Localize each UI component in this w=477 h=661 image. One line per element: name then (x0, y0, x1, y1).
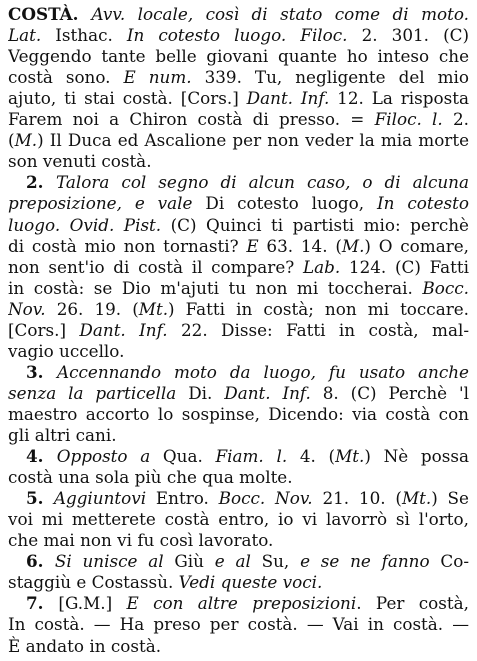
text-line (8, 277, 469, 299)
text-segment: Veggendo tante belle giovani quante ho inteso che (8, 46, 469, 67)
text-segment: . Per costà, (356, 593, 469, 614)
text-segment: 12. La risposta (337, 88, 469, 109)
text-segment: di costà mio non tornasti? (8, 235, 247, 256)
italic-text: Opposto a (56, 446, 163, 467)
text-segment: 26. 19. ( (56, 298, 139, 319)
italic-text: e al (214, 551, 262, 572)
sense-number: 7. (26, 593, 59, 614)
text-segment: in costà: se Dio m'ajuti tu non mi toccherai. (8, 277, 423, 298)
text-segment: staggiù e Costassù. (8, 572, 179, 593)
sense-number: 6. (26, 551, 55, 572)
italic-text: e se ne fanno (300, 551, 441, 572)
text-segment: Di. (188, 382, 225, 403)
text-line (8, 403, 469, 425)
text-segment: ) O comare, (364, 235, 469, 256)
italic-text: In cotesto (377, 193, 469, 214)
text-segment: ) Se (431, 488, 469, 509)
text-line (26, 171, 469, 193)
italic-text: E num. (123, 67, 205, 88)
sense-number: COSTÀ. (8, 4, 92, 24)
sense-number: 4. (26, 446, 57, 467)
text-line (8, 66, 469, 88)
text-line (8, 256, 469, 278)
text-line (8, 3, 469, 25)
text-segment: 21. 10. ( (322, 488, 402, 509)
italic-text: M. (341, 235, 365, 256)
sense-number: 2. (26, 172, 57, 193)
italic-text: Mt. (335, 446, 365, 467)
text-line (26, 361, 469, 383)
italic-text: Mt. (138, 298, 169, 319)
text-line (8, 45, 469, 67)
text-segment: 2. (452, 109, 469, 130)
italic-text: Fiam. l. (215, 446, 300, 467)
text-line (8, 214, 469, 236)
text-line (26, 487, 469, 509)
text-segment: 2. 301. (C) (361, 25, 469, 46)
italic-text: Lab. (302, 256, 349, 277)
text-line (8, 192, 469, 214)
text-line (8, 571, 469, 593)
text-segment: costà una sola più che qua molte. (8, 467, 293, 488)
text-segment: [G.M.] (58, 593, 127, 614)
text-segment: Su, (261, 551, 301, 572)
text-segment: (C) Quinci ti partisti mio: perchè (170, 214, 469, 235)
text-segment: Farem noi a Chiron costà di presso. = (8, 109, 375, 130)
text-segment: gli altri cani. (8, 425, 117, 445)
italic-text: Lat. (8, 25, 56, 46)
italic-text: Mt. (401, 488, 432, 509)
text-line (8, 529, 469, 551)
italic-text: luogo. Ovid. Pist. (8, 214, 171, 235)
text-line (26, 592, 469, 614)
text-segment: ( (8, 130, 15, 151)
text-line (26, 550, 469, 572)
italic-text: In cotesto luogo. Filoc. (126, 25, 362, 46)
italic-text: Vedi queste voci. (178, 572, 323, 593)
text-segment: Co- (440, 551, 469, 572)
italic-text: Talora col segno di alcun caso, o di alcuna (56, 172, 469, 193)
text-line (8, 613, 469, 635)
text-line (8, 24, 469, 46)
italic-text: E con altre preposizioni (126, 593, 357, 614)
text-segment: maestro accorto lo sospinse, Dicendo: via costà con (8, 403, 469, 424)
italic-text: E (246, 235, 267, 256)
text-line (8, 466, 469, 488)
italic-text: Bocc. (422, 277, 469, 298)
text-segment: [Cors.] (8, 319, 80, 340)
text-segment: 22. Disse: Fatti in costà, mal- (180, 319, 469, 340)
italic-text: Dant. Inf. (79, 319, 181, 340)
text-segment: vagio uccello. (8, 340, 125, 361)
text-line (8, 108, 469, 130)
text-line (26, 445, 469, 467)
text-line (8, 235, 469, 257)
text-segment: costà sono. (8, 67, 124, 88)
text-segment: Giù (174, 551, 215, 572)
italic-text: preposizione, e vale (8, 193, 206, 214)
text-line (8, 340, 469, 362)
text-segment: ajuto, ti stai costà. [Cors.] (8, 88, 247, 109)
sense-number: 3. (26, 361, 57, 382)
text-segment: 8. (C) Perchè 'l (322, 382, 469, 403)
italic-text: Bocc. Nov. (218, 488, 323, 509)
italic-text: Si unisce al (54, 551, 175, 572)
text-segment: Qua. (162, 446, 216, 467)
italic-text: Avv. locale, così di stato come di moto. (91, 4, 469, 24)
text-line (8, 382, 469, 404)
text-segment: È andato in costà. (8, 635, 162, 656)
text-segment: voi mi metterete costà entro, io vi lavorrò sì l'orto, (8, 509, 469, 530)
text-segment: 339. Tu, negligente del mio (204, 67, 469, 88)
text-line (8, 87, 469, 109)
text-segment: ) Il Duca ed Ascalione per non veder la mia morte (37, 130, 469, 151)
text-line (8, 298, 469, 320)
text-line (8, 150, 469, 172)
italic-text: Filoc. l. (374, 109, 453, 130)
italic-text: Aggiuntovi (53, 488, 156, 509)
italic-text: M. (14, 130, 38, 151)
text-segment: Isthac. (55, 25, 127, 46)
text-line (8, 319, 469, 341)
text-segment: In costà. — Ha preso per costà. — Vai in costà. — (8, 614, 469, 635)
text-segment: non sent'io di costà il compare? (8, 256, 303, 277)
text-segment: che mai non vi fu così lavorato. (8, 530, 274, 551)
text-segment: ) Nè possa (364, 446, 469, 467)
text-segment: 63. 14. ( (266, 235, 342, 256)
sense-number: 5. (26, 488, 54, 509)
text-line (8, 424, 469, 446)
text-line (8, 635, 469, 657)
text-segment: 124. (C) Fatti (348, 256, 469, 277)
text-segment: ) Fatti in costà; non mi toccare. (168, 298, 469, 319)
text-segment: 4. ( (299, 446, 336, 467)
italic-text: senza la particella (8, 382, 189, 403)
text-line (8, 129, 469, 151)
text-segment: Di cotesto luogo, (205, 193, 378, 214)
italic-text: Accennando moto da luogo, fu usato anche (56, 361, 469, 382)
italic-text: Dant. Inf. (224, 382, 323, 403)
text-segment: son venuti costà. (8, 151, 152, 172)
italic-text: Dant. Inf. (246, 88, 338, 109)
italic-text: Nov. (8, 298, 57, 319)
text-line (8, 508, 469, 530)
text-segment: Entro. (155, 488, 219, 509)
